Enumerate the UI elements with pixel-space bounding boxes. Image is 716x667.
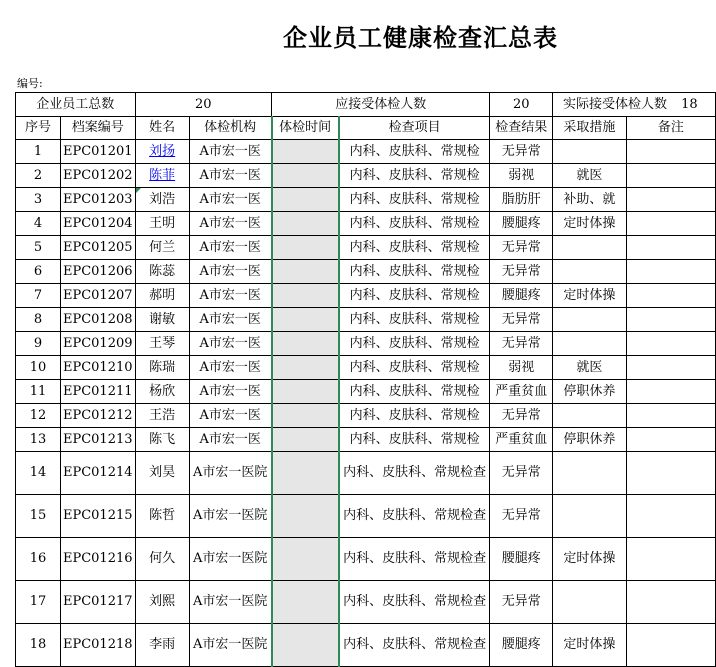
exam-items-cell[interactable]: 内科、皮肤科、常规检 (339, 212, 490, 236)
exam-items-cell[interactable]: 内科、皮肤科、常规检 (339, 188, 490, 212)
exam-result-cell[interactable]: 严重贫血 (490, 428, 553, 452)
actual-exam-label: 实际接受体检人数 18 (553, 93, 716, 117)
institution-cell[interactable]: A市宏一医 (189, 380, 271, 404)
name-cell[interactable]: 陈哲 (135, 495, 189, 538)
table-row (16, 624, 716, 667)
file-id-cell[interactable]: EPC01206 (60, 260, 135, 284)
exam-time-cell[interactable] (272, 284, 339, 308)
file-id-cell[interactable]: EPC01217 (60, 581, 135, 624)
institution-cell[interactable]: A市宏一医 (189, 212, 271, 236)
file-id-cell[interactable]: EPC01210 (60, 356, 135, 380)
summary-row (16, 93, 716, 117)
row-number-cell[interactable]: 1 (16, 140, 61, 164)
measure-cell[interactable] (553, 236, 627, 260)
institution-cell[interactable]: A市宏一医 (189, 356, 271, 380)
row-number-cell[interactable]: 9 (16, 332, 61, 356)
measure-cell[interactable] (553, 452, 627, 495)
remark-cell[interactable] (626, 538, 715, 581)
row-number-cell[interactable]: 16 (16, 538, 61, 581)
exam-items-cell[interactable]: 内科、皮肤科、常规检查 (339, 495, 490, 538)
file-id-cell[interactable]: EPC01205 (60, 236, 135, 260)
exam-time-cell[interactable] (272, 495, 339, 538)
name-link[interactable]: 刘扬 (149, 143, 176, 159)
exam-time-cell[interactable] (272, 380, 339, 404)
measure-cell[interactable] (553, 404, 627, 428)
institution-cell[interactable]: A市宏一医 (189, 332, 271, 356)
exam-items-cell[interactable]: 内科、皮肤科、常规检查 (339, 452, 490, 495)
institution-cell[interactable]: A市宏一医院 (189, 538, 271, 581)
name-cell[interactable]: 陈蕊 (135, 260, 189, 284)
exam-items-cell[interactable]: 内科、皮肤科、常规检 (339, 308, 490, 332)
should-exam-value[interactable]: 20 (490, 93, 553, 117)
exam-time-cell[interactable] (272, 308, 339, 332)
measure-cell[interactable]: 定时体操 (553, 538, 627, 581)
header-cell: 体检机构 (189, 117, 271, 140)
header-cell: 姓名 (135, 117, 189, 140)
institution-cell[interactable]: A市宏一医院 (189, 581, 271, 624)
exam-items-cell[interactable]: 内科、皮肤科、常规检 (339, 356, 490, 380)
table-row (16, 495, 716, 538)
remark-cell[interactable] (626, 404, 715, 428)
exam-result-cell[interactable]: 腰腿疼 (490, 538, 553, 581)
exam-result-cell[interactable]: 无异常 (490, 140, 553, 164)
exam-items-cell[interactable]: 内科、皮肤科、常规检查 (339, 538, 490, 581)
row-number-cell[interactable]: 3 (16, 188, 61, 212)
exam-time-cell[interactable] (272, 188, 339, 212)
exam-items-cell[interactable]: 内科、皮肤科、常规检 (339, 404, 490, 428)
measure-cell[interactable]: 停职休养 (553, 380, 627, 404)
measure-cell[interactable] (553, 332, 627, 356)
name-cell[interactable]: 刘浩 (135, 188, 189, 212)
exam-result-cell[interactable]: 无异常 (490, 581, 553, 624)
remark-cell[interactable] (626, 380, 715, 404)
remark-cell[interactable] (626, 236, 715, 260)
exam-time-cell[interactable] (272, 212, 339, 236)
name-link[interactable]: 陈菲 (149, 167, 176, 183)
row-number-cell[interactable]: 12 (16, 404, 61, 428)
exam-time-cell[interactable] (272, 428, 339, 452)
file-id-cell[interactable]: EPC01204 (60, 212, 135, 236)
row-number-cell[interactable]: 6 (16, 260, 61, 284)
exam-time-cell[interactable] (272, 538, 339, 581)
table-row (16, 188, 716, 212)
header-cell: 检查项目 (339, 117, 490, 140)
remark-cell[interactable] (626, 260, 715, 284)
row-number-cell[interactable]: 10 (16, 356, 61, 380)
row-number-cell[interactable]: 11 (16, 380, 61, 404)
remark-cell[interactable] (626, 164, 715, 188)
table-row (16, 140, 716, 164)
exam-result-cell[interactable]: 腰腿疼 (490, 284, 553, 308)
exam-result-cell[interactable]: 脂肪肝 (490, 188, 553, 212)
row-number-cell[interactable]: 2 (16, 164, 61, 188)
table-row (16, 428, 716, 452)
header-cell: 体检时间 (272, 117, 339, 140)
institution-cell[interactable]: A市宏一医 (189, 188, 271, 212)
remark-cell[interactable] (626, 581, 715, 624)
name-cell[interactable]: 陈瑞 (135, 356, 189, 380)
table-row (16, 236, 716, 260)
measure-cell[interactable] (553, 140, 627, 164)
remark-cell[interactable] (626, 428, 715, 452)
exam-time-cell[interactable] (272, 236, 339, 260)
name-cell[interactable]: 王明 (135, 212, 189, 236)
exam-time-cell[interactable] (272, 581, 339, 624)
exam-time-cell[interactable] (272, 404, 339, 428)
exam-items-cell[interactable]: 内科、皮肤科、常规检 (339, 164, 490, 188)
row-number-cell[interactable]: 15 (16, 495, 61, 538)
page-title: 企业员工健康检查汇总表 (283, 24, 558, 52)
table-row (16, 308, 716, 332)
exam-result-cell[interactable]: 无异常 (490, 332, 553, 356)
row-number-cell[interactable]: 4 (16, 212, 61, 236)
code-label: 编号: (17, 77, 43, 90)
health-summary-table (15, 92, 716, 667)
name-cell[interactable]: 王琴 (135, 332, 189, 356)
name-cell[interactable] (135, 140, 189, 164)
institution-cell[interactable]: A市宏一医院 (189, 452, 271, 495)
file-id-cell[interactable]: EPC01215 (60, 495, 135, 538)
remark-cell[interactable] (626, 308, 715, 332)
exam-time-cell[interactable] (272, 624, 339, 667)
exam-time-cell[interactable] (272, 356, 339, 380)
institution-cell[interactable]: A市宏一医 (189, 164, 271, 188)
measure-cell[interactable] (553, 308, 627, 332)
exam-items-cell[interactable]: 内科、皮肤科、常规检 (339, 380, 490, 404)
exam-result-cell[interactable]: 无异常 (490, 260, 553, 284)
measure-cell[interactable]: 就医 (553, 164, 627, 188)
file-id-cell[interactable]: EPC01209 (60, 332, 135, 356)
remark-cell[interactable] (626, 356, 715, 380)
table-row (16, 260, 716, 284)
exam-items-cell[interactable]: 内科、皮肤科、常规检 (339, 428, 490, 452)
table-row (16, 404, 716, 428)
exam-result-cell[interactable]: 弱视 (490, 356, 553, 380)
row-number-cell[interactable]: 14 (16, 452, 61, 495)
file-id-cell[interactable]: EPC01211 (60, 380, 135, 404)
table-row (16, 380, 716, 404)
institution-cell[interactable]: A市宏一医院 (189, 624, 271, 667)
name-cell[interactable]: 刘熙 (135, 581, 189, 624)
name-cell[interactable] (135, 164, 189, 188)
measure-cell[interactable] (553, 260, 627, 284)
name-cell[interactable]: 李雨 (135, 624, 189, 667)
measure-cell[interactable]: 补助、就 (553, 188, 627, 212)
total-employees-value[interactable]: 20 (135, 93, 271, 117)
row-number-cell[interactable]: 13 (16, 428, 61, 452)
exam-result-cell[interactable]: 腰腿疼 (490, 212, 553, 236)
name-cell[interactable]: 郝明 (135, 284, 189, 308)
exam-result-cell[interactable]: 无异常 (490, 236, 553, 260)
measure-cell[interactable]: 定时体操 (553, 212, 627, 236)
measure-cell[interactable] (553, 495, 627, 538)
institution-cell[interactable]: A市宏一医 (189, 404, 271, 428)
exam-items-cell[interactable]: 内科、皮肤科、常规检查 (339, 581, 490, 624)
file-id-cell[interactable]: EPC01216 (60, 538, 135, 581)
should-exam-label: 应接受体检人数 (272, 93, 490, 117)
measure-cell[interactable]: 定时体操 (553, 284, 627, 308)
file-id-cell[interactable]: EPC01201 (60, 140, 135, 164)
remark-cell[interactable] (626, 452, 715, 495)
exam-time-cell[interactable] (272, 452, 339, 495)
file-id-cell[interactable]: EPC01213 (60, 428, 135, 452)
header-cell: 备注 (626, 117, 715, 140)
table-row (16, 452, 716, 495)
name-cell[interactable]: 陈飞 (135, 428, 189, 452)
header-cell: 检查结果 (490, 117, 553, 140)
file-id-cell[interactable]: EPC01202 (60, 164, 135, 188)
table-row (16, 356, 716, 380)
file-id-cell[interactable]: EPC01207 (60, 284, 135, 308)
exam-time-cell[interactable] (272, 260, 339, 284)
actual-exam-value[interactable]: 18 (681, 96, 698, 112)
remark-cell[interactable] (626, 624, 715, 667)
row-number-cell[interactable]: 8 (16, 308, 61, 332)
exam-result-cell[interactable]: 严重贫血 (490, 380, 553, 404)
row-number-cell[interactable]: 17 (16, 581, 61, 624)
name-cell[interactable]: 杨欣 (135, 380, 189, 404)
row-number-cell[interactable]: 18 (16, 624, 61, 667)
name-cell[interactable]: 何兰 (135, 236, 189, 260)
exam-result-cell[interactable]: 无异常 (490, 404, 553, 428)
remark-cell[interactable] (626, 332, 715, 356)
header-row (16, 117, 716, 140)
name-cell[interactable]: 谢敏 (135, 308, 189, 332)
file-id-cell[interactable]: EPC01208 (60, 308, 135, 332)
exam-result-cell[interactable]: 无异常 (490, 308, 553, 332)
header-cell: 档案编号 (60, 117, 135, 140)
table-row (16, 164, 716, 188)
remark-cell[interactable] (626, 140, 715, 164)
exam-result-cell[interactable]: 无异常 (490, 452, 553, 495)
exam-items-cell[interactable]: 内科、皮肤科、常规检 (339, 140, 490, 164)
remark-cell[interactable] (626, 188, 715, 212)
institution-cell[interactable]: A市宏一医 (189, 308, 271, 332)
institution-cell[interactable]: A市宏一医院 (189, 495, 271, 538)
header-cell: 采取措施 (553, 117, 627, 140)
exam-time-cell[interactable] (272, 332, 339, 356)
exam-time-cell[interactable] (272, 140, 339, 164)
measure-cell[interactable]: 就医 (553, 356, 627, 380)
remark-cell[interactable] (626, 495, 715, 538)
total-employees-label: 企业员工总数 (16, 93, 136, 117)
institution-cell[interactable]: A市宏一医 (189, 284, 271, 308)
header-cell: 序号 (16, 117, 61, 140)
file-id-cell[interactable]: EPC01203 (60, 188, 135, 212)
name-cell[interactable]: 何久 (135, 538, 189, 581)
exam-result-cell[interactable]: 弱视 (490, 164, 553, 188)
file-id-cell[interactable]: EPC01218 (60, 624, 135, 667)
exam-items-cell[interactable]: 内科、皮肤科、常规检 (339, 236, 490, 260)
exam-result-cell[interactable]: 无异常 (490, 495, 553, 538)
table-row (16, 212, 716, 236)
remark-cell[interactable] (626, 284, 715, 308)
institution-cell[interactable]: A市宏一医 (189, 428, 271, 452)
institution-cell[interactable]: A市宏一医 (189, 236, 271, 260)
institution-cell[interactable]: A市宏一医 (189, 260, 271, 284)
row-number-cell[interactable]: 7 (16, 284, 61, 308)
row-number-cell[interactable]: 5 (16, 236, 61, 260)
table-row (16, 581, 716, 624)
exam-items-cell[interactable]: 内科、皮肤科、常规检 (339, 284, 490, 308)
exam-result-cell[interactable]: 腰腿疼 (490, 624, 553, 667)
file-id-cell[interactable]: EPC01214 (60, 452, 135, 495)
measure-cell[interactable]: 停职休养 (553, 428, 627, 452)
exam-items-cell[interactable]: 内科、皮肤科、常规检 (339, 332, 490, 356)
file-id-cell[interactable]: EPC01212 (60, 404, 135, 428)
table-row (16, 538, 716, 581)
remark-cell[interactable] (626, 212, 715, 236)
institution-cell[interactable]: A市宏一医 (189, 140, 271, 164)
measure-cell[interactable] (553, 581, 627, 624)
name-cell[interactable]: 王浩 (135, 404, 189, 428)
exam-time-cell[interactable] (272, 164, 339, 188)
measure-cell[interactable]: 定时体操 (553, 624, 627, 667)
name-cell[interactable]: 刘昊 (135, 452, 189, 495)
exam-items-cell[interactable]: 内科、皮肤科、常规检 (339, 260, 490, 284)
exam-items-cell[interactable]: 内科、皮肤科、常规检查 (339, 624, 490, 667)
table-row (16, 332, 716, 356)
table-row (16, 284, 716, 308)
